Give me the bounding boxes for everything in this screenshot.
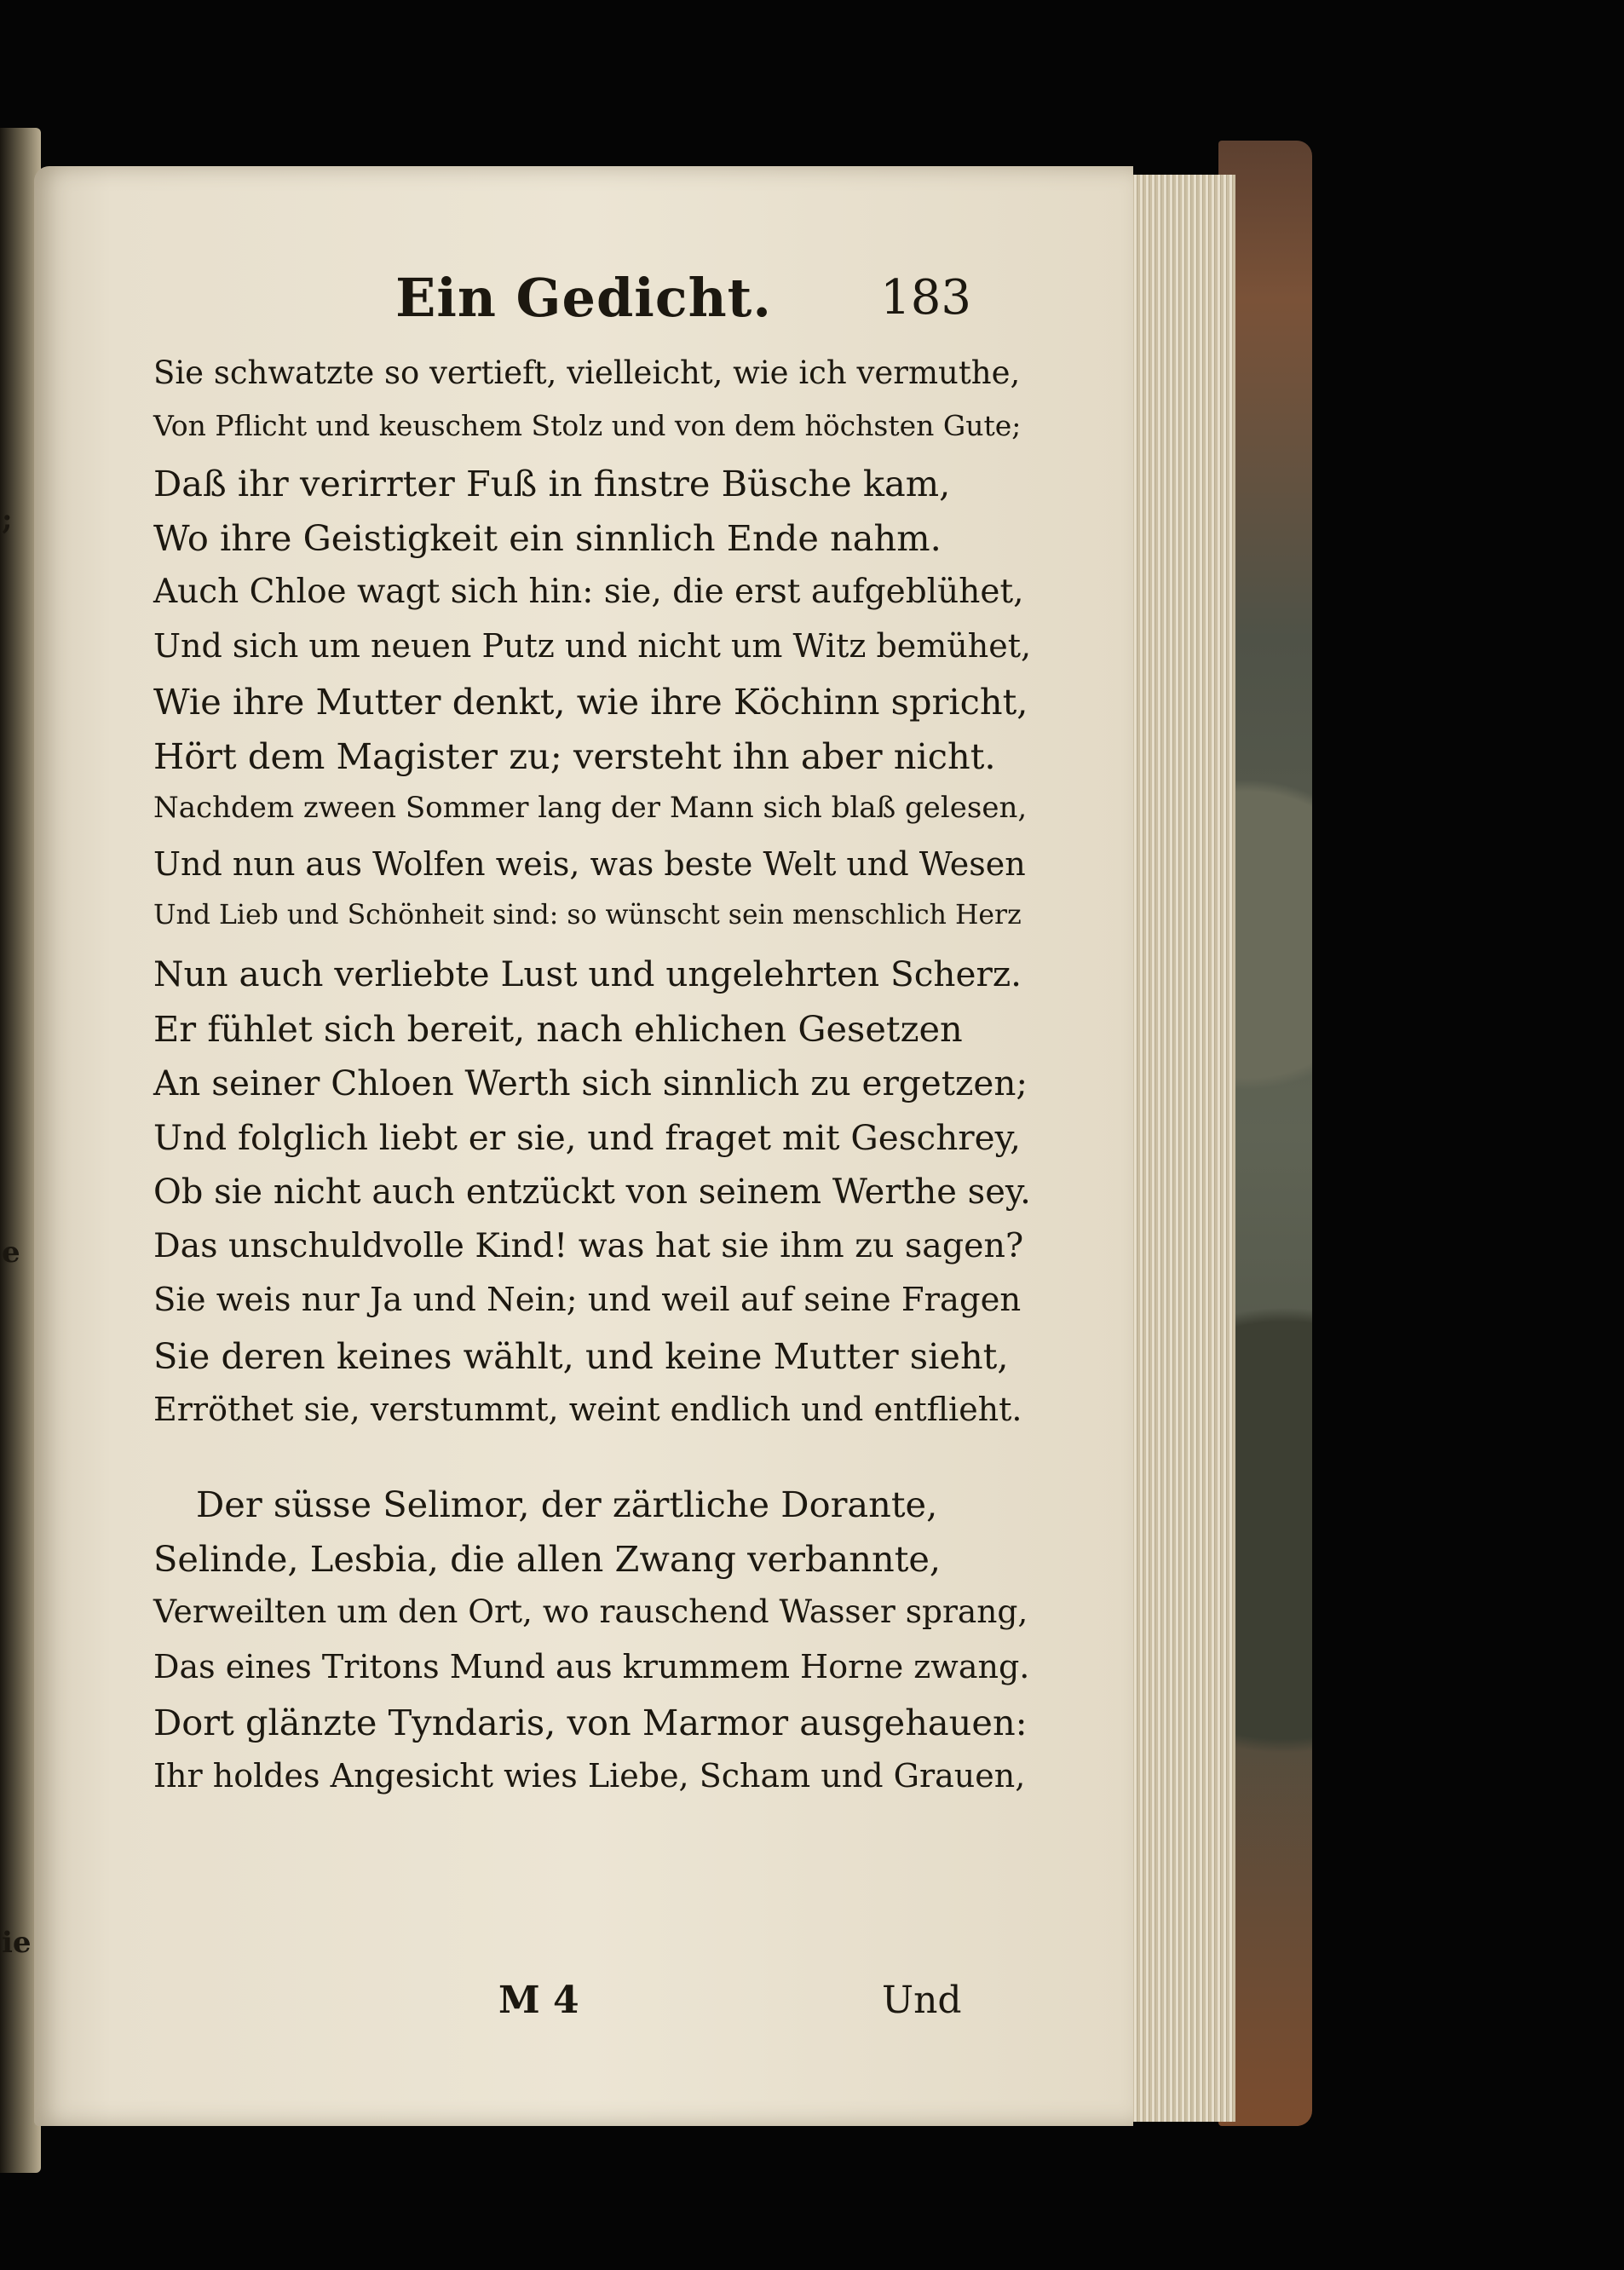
catchword: Und [882, 1979, 962, 2022]
verse-line: Und folglich liebt er sie, und fraget mit Geschrey, [153, 1117, 1021, 1158]
left-page-fragment: e [2, 1236, 20, 1270]
page-text [34, 166, 1133, 2126]
left-page-fragment: ie [2, 1926, 32, 1960]
verse-line: Ihr holdes Angesicht wies Liebe, Scham und Grauen, [153, 1757, 1026, 1795]
verse-line: Der süsse Selimor, der zärtliche Dorante, [196, 1484, 938, 1525]
left-page-fragment: ; [2, 503, 13, 537]
verse-line: Und sich um neuen Putz und nicht um Witz bemühet, [153, 627, 1032, 665]
verse-line: Dort glänzte Tyndaris, von Marmor ausgehauen: [153, 1702, 1028, 1743]
verse-line: Und Lieb und Schönheit sind: so wünscht sein menschlich Herz [153, 900, 1022, 930]
running-title: Ein Gedicht. [395, 267, 772, 329]
verse-line: Von Pflicht und keuschem Stolz und von dem höchsten Gute; [153, 409, 1022, 442]
book-page [34, 166, 1133, 2126]
verse-line: Nachdem zween Sommer lang der Mann sich blaß gelesen, [153, 791, 1028, 825]
verse-line: Und nun aus Wolfen weis, was beste Welt und Wesen [153, 845, 1026, 883]
signature-mark: M 4 [498, 1979, 579, 2022]
verse-line: Das eines Tritons Mund aus krummem Horne zwang. [153, 1648, 1030, 1685]
verse-line: Daß ihr verirrter Fuß in finstre Büsche kam, [153, 463, 951, 504]
verse-line: Selinde, Lesbia, die allen Zwang verbannte, [153, 1538, 942, 1580]
verse-line: An seiner Chloen Werth sich sinnlich zu ergetzen; [153, 1063, 1028, 1103]
verse-line: Verweilten um den Ort, wo rauschend Wasser sprang, [153, 1593, 1028, 1630]
verse-line: Sie weis nur Ja und Nein; und weil auf seine Fragen [153, 1281, 1022, 1319]
verse-line: Erröthet sie, verstummt, weint endlich und entflieht. [153, 1391, 1022, 1428]
verse-line: Das unschuldvolle Kind! was hat sie ihm zu sagen? [153, 1226, 1024, 1265]
verse-line: Er fühlet sich bereit, nach ehlichen Gesetzen [153, 1008, 963, 1050]
verse-line: Sie schwatzte so vertieft, vielleicht, wie ich vermuthe, [153, 354, 1021, 391]
verse-line: Nun auch verliebte Lust und ungelehrten Scherz. [153, 954, 1022, 994]
verse-line: Hört dem Magister zu; versteht ihn aber nicht. [153, 735, 996, 777]
verse-line: Ob sie nicht auch entzückt von seinem Werthe sey. [153, 1172, 1031, 1212]
verse-line: Sie deren keines wählt, und keine Mutter sieht, [153, 1335, 1009, 1377]
verse-line: Wie ihre Mutter denkt, wie ihre Köchinn spricht, [153, 681, 1028, 723]
page-number: 183 [880, 270, 971, 326]
verse-line: Wo ihre Geistigkeit ein sinnlich Ende nahm. [153, 517, 942, 559]
verse-line: Auch Chloe wagt sich hin: sie, die erst aufgeblühet, [153, 573, 1024, 611]
